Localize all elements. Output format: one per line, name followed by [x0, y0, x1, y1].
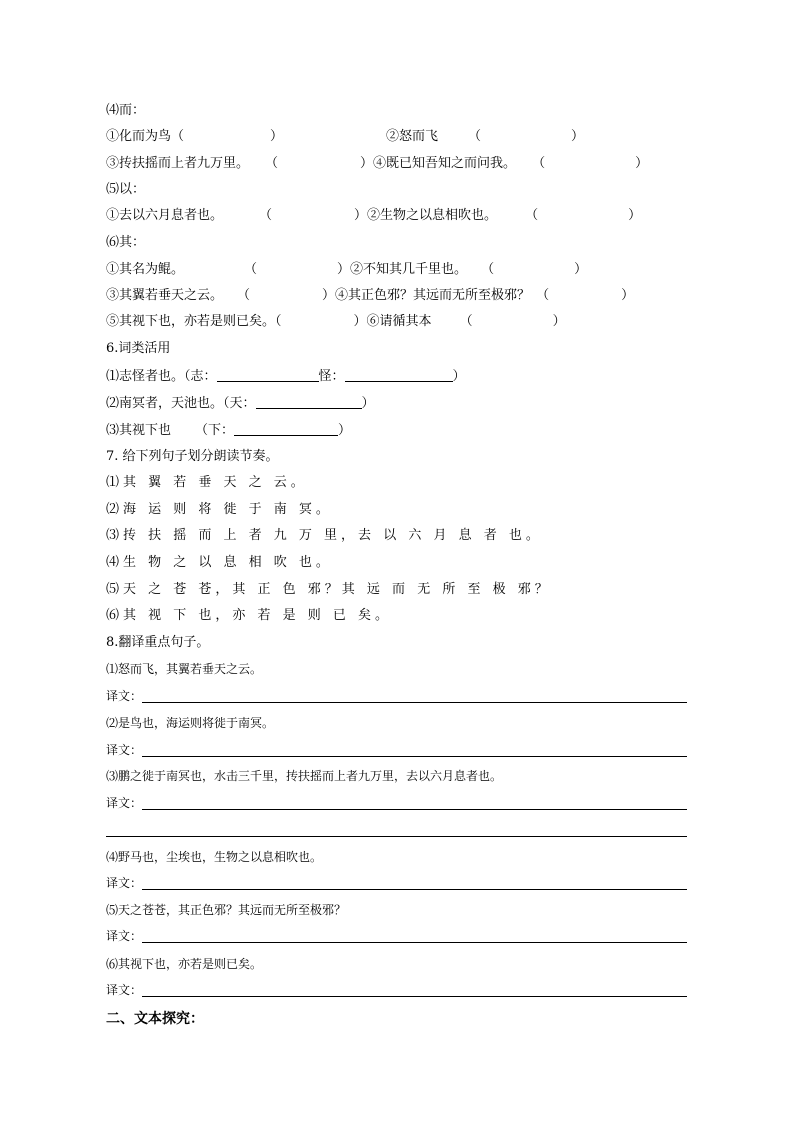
translate-sentence: ⑷野马也，尘埃也，生物之以息相吹也。	[106, 850, 323, 864]
translation-label: 译文：	[106, 876, 143, 890]
q4-yi-row1: ①去以六月息者也。 （ ）②生物之以息相吹也。 （ ）	[106, 208, 642, 223]
item-qi-5: ⑤其视下也，亦若是则已矣。	[106, 314, 276, 329]
item-yi-2: ②生物之以息相吹也。	[367, 208, 498, 223]
heading-qi: ⑹其：	[106, 235, 146, 250]
translation-line[interactable]	[106, 836, 687, 837]
item-qi-6: ⑥请循其本	[366, 314, 432, 329]
translation-label: 译文：	[106, 689, 143, 703]
translate-sentence: ⑵是鸟也，海运则将徙于南冥。	[106, 716, 275, 730]
translate-sentence: ⑴怒而飞，其翼若垂天之云。	[106, 662, 263, 676]
rhythm-item[interactable]: ⑹其 视 下 也，亦 若 是 则 已 矣。	[106, 608, 393, 623]
q8-title: 8.翻译重点句子。	[106, 635, 210, 650]
rhythm-item[interactable]: ⑸天 之 苍 苍，其 正 色 邪？其 远 而 无 所 至 极 邪？	[106, 582, 552, 597]
item-yi-1: ①去以六月息者也。	[106, 208, 224, 223]
q6-item-3: ⑶其视下也 （下： ）	[106, 423, 352, 438]
q4-qi-row3: ⑤其视下也，亦若是则已矣。（ ）⑥请循其本 （ ）	[106, 314, 566, 329]
translation-line[interactable]	[142, 996, 687, 997]
q7-title: 7. 给下列句子划分朗读节奏。	[106, 449, 279, 464]
q4-qi-row1: ①其名为鲲。 （ ）②不知其几千里也。 （ ）	[106, 262, 588, 277]
q4-er-row1: ①化而为鸟（ ）	[106, 129, 284, 144]
translation-label: 译文：	[106, 929, 143, 943]
item-qi-4: ④其正色邪？其远而无所至极邪？	[335, 288, 531, 303]
section-2-title: 二、文本探究：	[106, 1011, 204, 1027]
fill-blank-xia[interactable]	[234, 421, 338, 436]
item-er-1: ①化而为鸟（	[106, 129, 185, 144]
fill-blank-zhi[interactable]	[217, 367, 319, 382]
item-er-3: ③抟扶摇而上者九万里。	[106, 156, 250, 171]
translation-line[interactable]	[142, 809, 687, 810]
translation-label: 译文：	[106, 796, 143, 810]
item-er-2: ②怒而飞	[386, 129, 439, 144]
rhythm-item[interactable]: ⑷生 物 之 以 息 相 吹 也。	[106, 555, 333, 570]
q6-item-1: ⑴志怪者也。（志： 怪： ）	[106, 369, 466, 384]
q6-title: 6.词类活用	[106, 341, 171, 356]
item-qi-2: ②不知其几千里也。	[350, 262, 468, 277]
translation-line[interactable]	[142, 756, 687, 757]
heading-er: ⑷而：	[106, 103, 146, 118]
q4-er-row2: ③抟扶摇而上者九万里。 （ ）④既已知吾知之而问我。 （ ）	[106, 156, 649, 171]
translate-sentence: ⑹其视下也，亦若是则已矣。	[106, 957, 263, 971]
translation-line[interactable]	[142, 702, 687, 703]
q4-qi-row2: ③其翼若垂天之云。 （ ）④其正色邪？其远而无所至极邪？ （ ）	[106, 288, 635, 303]
item-er-4: ④既已知吾知之而问我。	[373, 156, 517, 171]
translation-label: 译文：	[106, 983, 143, 997]
fill-blank-tian[interactable]	[256, 394, 362, 409]
translate-sentence: ⑶鹏之徙于南冥也，水击三千里，抟扶摇而上者九万里，去以六月息者也。	[106, 769, 503, 783]
rhythm-item[interactable]: ⑶抟 扶 摇 而 上 者 九 万 里，去 以 六 月 息 者 也。	[106, 528, 543, 543]
heading-yi: ⑸以：	[106, 182, 146, 197]
item-qi-1: ①其名为鲲。	[106, 262, 185, 277]
item-qi-3: ③其翼若垂天之云。	[106, 288, 224, 303]
q4-er-row1b: ②怒而飞 （ ）	[386, 129, 585, 144]
fill-blank-guai[interactable]	[345, 367, 453, 382]
translate-sentence: ⑸天之苍苍，其正色邪？其远而无所至极邪？	[106, 903, 347, 917]
translation-label: 译文：	[106, 743, 143, 757]
rhythm-item[interactable]: ⑴其 翼 若 垂 天 之 云。	[106, 475, 308, 490]
q6-item-2: ⑵南冥者，天池也。（天： ）	[106, 396, 375, 411]
translation-line[interactable]	[142, 889, 687, 890]
rhythm-item[interactable]: ⑵海 运 则 将 徙 于 南 冥。	[106, 502, 333, 517]
translation-line[interactable]	[142, 942, 687, 943]
